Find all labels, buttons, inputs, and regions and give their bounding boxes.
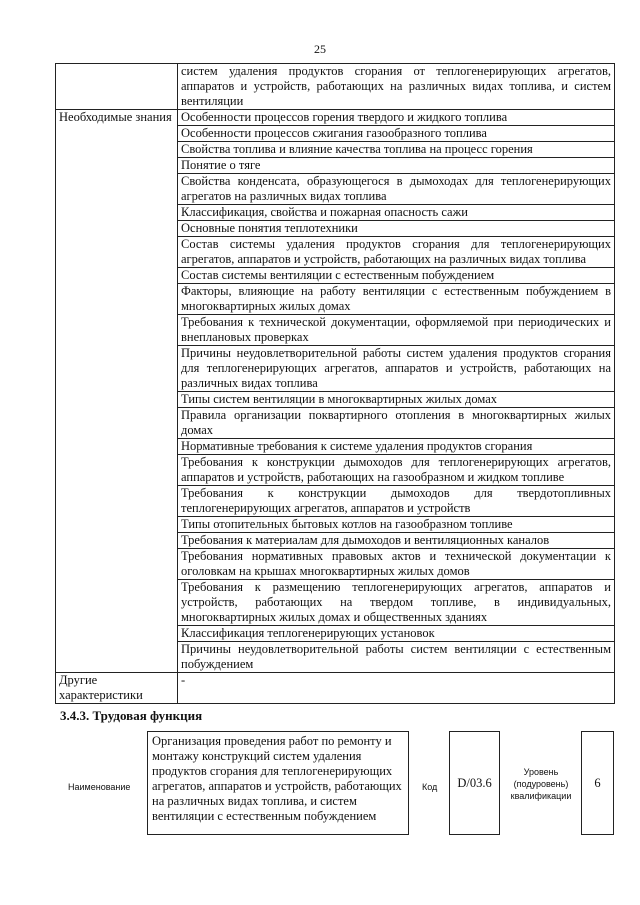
row-text: Классификация теплогенерирующих установок: [178, 626, 615, 642]
row-text: Требования нормативных правовых актов и технической документации к оголовкам на крышах многоквартирных жилых домов: [178, 549, 615, 580]
qualification-level-label: Уровень (подуровень) квалификации: [510, 767, 572, 801]
row-text: Типы отопительных бытовых котлов на газообразном топливе: [178, 517, 615, 533]
row-text: Свойства топлива и влияние качества топлива на процесс горения: [178, 142, 615, 158]
row-text: Основные понятия теплотехники: [178, 221, 615, 237]
row-text: Особенности процессов горения твердого и жидкого топлива: [178, 110, 615, 126]
row-text: Классификация, свойства и пожарная опасность сажи: [178, 205, 615, 221]
row-text: систем удаления продуктов сгорания от теплогенерирующих агрегатов, аппаратов и устройств, работающих на различных видах топлива, и систем вентиляции: [178, 64, 615, 110]
row-text: Свойства конденсата, образующегося в дымоходах для теплогенерирующих агрегатов на различных видах топлива: [178, 174, 615, 205]
page-number: 25: [314, 42, 326, 56]
row-text: Причины неудовлетворительной работы систем вентиляции с естественным побуждением: [178, 642, 615, 673]
code-value: D/03.6: [449, 731, 500, 835]
labor-function-name: Организация проведения работ по ремонту и монтажу конструкций систем удаления продуктов сгорания для теплогенерирующих агрегатов, аппаратов и устройств, работающих на различных видах топлива, и систем вентиляции с естественным побуждением: [147, 731, 409, 835]
name-label: Наименование: [68, 782, 131, 792]
row-text: Состав системы вентиляции с естественным побуждением: [178, 268, 615, 284]
row-text: Правила организации поквартирного отопления в многоквартирных жилых домах: [178, 408, 615, 439]
row-label-other: Другие характеристики: [56, 673, 178, 704]
row-text: Требования к технической документации, оформляемой при периодических и внеплановых проверках: [178, 315, 615, 346]
row-text: Особенности процессов сжигания газообразного топлива: [178, 126, 615, 142]
table-row: [56, 64, 615, 110]
row-text: Требования к конструкции дымоходов для теплогенерирующих агрегатов, аппаратов и устройств, работающих на газообразном и жидком топливе: [178, 455, 615, 486]
code-label: Код: [422, 782, 438, 792]
row-text: -: [178, 673, 615, 704]
row-text: Требования к размещению теплогенерирующих агрегатов, аппаратов и устройств, работающих на твердом топливе, в индивидуальных, многоквартирных жилых домах и общественных зданиях: [178, 580, 615, 626]
row-label: [56, 64, 178, 110]
row-text: Нормативные требования к системе удаления продуктов сгорания: [178, 439, 615, 455]
row-label-knowledge: Необходимые знания: [56, 110, 178, 673]
skills-table: [55, 63, 615, 704]
qualification-level-value: 6: [581, 731, 614, 835]
row-text: Состав системы удаления продуктов сгорания для теплогенерирующих агрегатов, аппаратов и устройств, работающих на различных видах топлива: [178, 237, 615, 268]
section-title: 3.4.3. Трудовая функция: [60, 708, 203, 723]
row-text: Причины неудовлетворительной работы систем удаления продуктов сгорания для теплогенерирующих агрегатов, аппаратов и устройств, работающих на различных видах топлива: [178, 346, 615, 392]
row-text: Требования к конструкции дымоходов для твердотопливных теплогенерирующих агрегатов, аппаратов и устройств: [178, 486, 615, 517]
row-text: Понятие о тяге: [178, 158, 615, 174]
table-row: [56, 110, 615, 126]
table-row: [56, 673, 615, 704]
row-text: Требования к материалам для дымоходов и вентиляционных каналов: [178, 533, 615, 549]
row-text: Факторы, влияющие на работу вентиляции с естественным побуждением в многоквартирных жилых домах: [178, 284, 615, 315]
row-text: Типы систем вентиляции в многоквартирных жилых домах: [178, 392, 615, 408]
